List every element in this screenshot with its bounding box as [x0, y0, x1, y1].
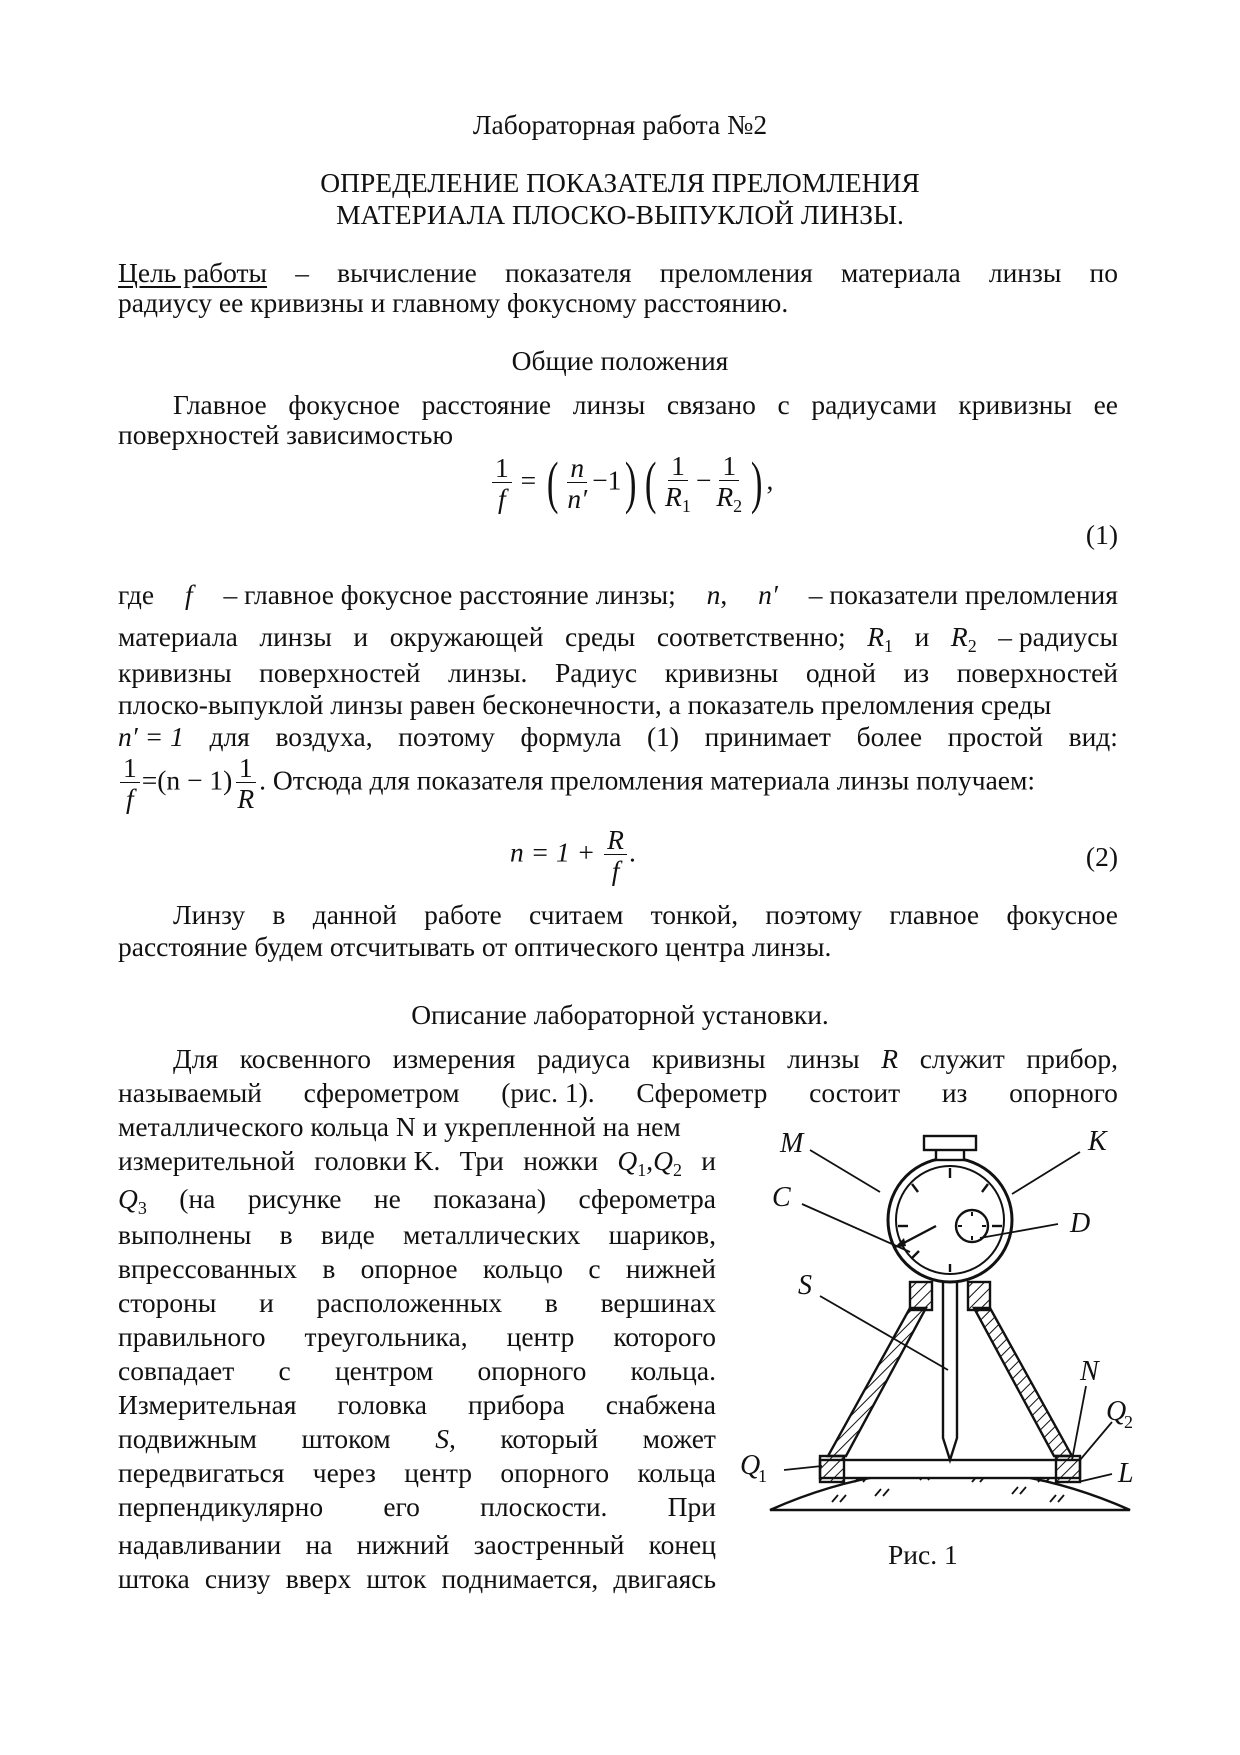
left-leg [828, 1308, 926, 1456]
general-p2-line-1: Линзу в данной работе считаем тонкой, поэтому главное фокусное [173, 899, 1118, 930]
label-q1: Q [740, 1450, 761, 1481]
label-q1-sub: 1 [758, 1466, 767, 1486]
setup-heading: Описание лабораторной установки. [411, 999, 829, 1030]
foot-q2 [1056, 1456, 1080, 1482]
setup-line-2: называемый сферометром (рис. 1). Сферометр состоит из опорного [118, 1077, 1118, 1108]
setup-line-13: передвигаться через центр опорного кольца [118, 1457, 716, 1488]
setup-line-7: впрессованных в опорное кольцо с нижней [118, 1253, 716, 1284]
setup-line-3: металлического кольца N и укрепленной на нем [118, 1111, 681, 1142]
stem [943, 1280, 957, 1460]
setup-line-15: надавливании на нижний заостренный конец [118, 1529, 716, 1560]
figure-caption: Рис. 1 [888, 1539, 958, 1570]
equation-2: n = 1 + $\frac{R}{f}$ . [510, 824, 636, 886]
general-p1-line-1: Главное фокусное расстояние линзы связано с радиусами кривизны ее [173, 389, 1118, 420]
setup-line-6: выполнены в виде металлических шариков, [118, 1219, 716, 1250]
setup-line-16: штока снизу вверх шток поднимается, двигаясь [118, 1563, 716, 1594]
setup-line-1: Для косвенного измерения радиуса кривизны линзы R служит прибор, [173, 1043, 1118, 1074]
setup-line-12: подвижным штоком S, который может [118, 1423, 716, 1454]
equation-1: $\frac{1}{f}$ = ( $\frac{n}{n'}$ −1) ( $\frac{1}{R_1}$ − $\frac{1}{R_2}$ ) , [490, 452, 773, 515]
general-p1-line-2: поверхностей зависимостью [118, 419, 454, 450]
general-line-c: кривизны поверхностей линзы. Радиус кривизны одной из поверхностей [118, 657, 1118, 688]
goal-label: Цель работы [118, 257, 268, 288]
equation-2-number: (2) [1085, 841, 1118, 872]
goal-line-1: Цель работы – вычисление показателя преломления материала линзы по [118, 257, 1118, 288]
label-q2-sub: 2 [1124, 1412, 1133, 1432]
setup-line-11: Измерительная головка прибора снабжена [118, 1389, 716, 1420]
goal-line-2: радиусу ее кривизны и главному фокусному расстоянию. [118, 287, 789, 318]
general-line-e: n′ = 1 для воздуха, поэтому формула (1) принимает более простой вид: [118, 721, 1118, 752]
setup-line-4: измерительной головки K. Три ножки $Q_1,Q_2$ и [118, 1145, 716, 1180]
label-n: N [1080, 1356, 1099, 1387]
label-c: C [772, 1182, 791, 1213]
spherometer-figure [740, 1130, 1160, 1530]
label-s: S [798, 1270, 812, 1301]
label-k: K [1088, 1130, 1107, 1157]
label-d: D [1070, 1208, 1091, 1239]
head-mount-right [968, 1282, 990, 1310]
lab-title: Лабораторная работа №2 [472, 109, 768, 140]
general-line-f: $\frac{1}{f}$ =(n − 1) $\frac{1}{R}$ . Отсюда для показателя преломления материала линзы получаем: [118, 754, 1035, 812]
label-m: M [780, 1130, 804, 1159]
general-p2-line-2: расстояние будем отсчитывать от оптического центра линзы. [118, 931, 832, 962]
foot-q1 [820, 1456, 844, 1482]
equation-1-number: (1) [1085, 519, 1118, 550]
setup-line-9: правильного треугольника, центр которого [118, 1321, 716, 1352]
where-line: где f – главное фокусное расстояние линзы; n, n′ – показатели преломления [118, 579, 1118, 610]
setup-line-14: перпендикулярно его плоскости. При [118, 1491, 716, 1522]
main-title-line-2: МАТЕРИАЛА ПЛОСКО-ВЫПУКЛОЙ ЛИНЗЫ. [336, 199, 904, 230]
dial-top-knob [924, 1136, 976, 1150]
setup-line-8: стороны и расположенных в вершинах [118, 1287, 716, 1318]
label-q2: Q [1106, 1396, 1127, 1427]
setup-line-5: $Q_3$ (на рисунке не показана) сферометра [118, 1183, 716, 1218]
general-line-d: плоско-выпуклой линзы равен бесконечности, а показатель преломления среды [118, 689, 1052, 720]
head-mount-left [910, 1282, 932, 1310]
right-leg [974, 1308, 1072, 1456]
setup-line-10: совпадает с центром опорного кольца. [118, 1355, 716, 1386]
general-heading: Общие положения [511, 345, 729, 376]
main-title-line-1: ОПРЕДЕЛЕНИЕ ПОКАЗАТЕЛЯ ПРЕЛОМЛЕНИЯ [320, 167, 920, 198]
label-l: L [1118, 1458, 1134, 1489]
general-line-b: материала линзы и окружающей среды соответственно; $R_1$ и $R_2$ – радиусы [118, 621, 1118, 656]
